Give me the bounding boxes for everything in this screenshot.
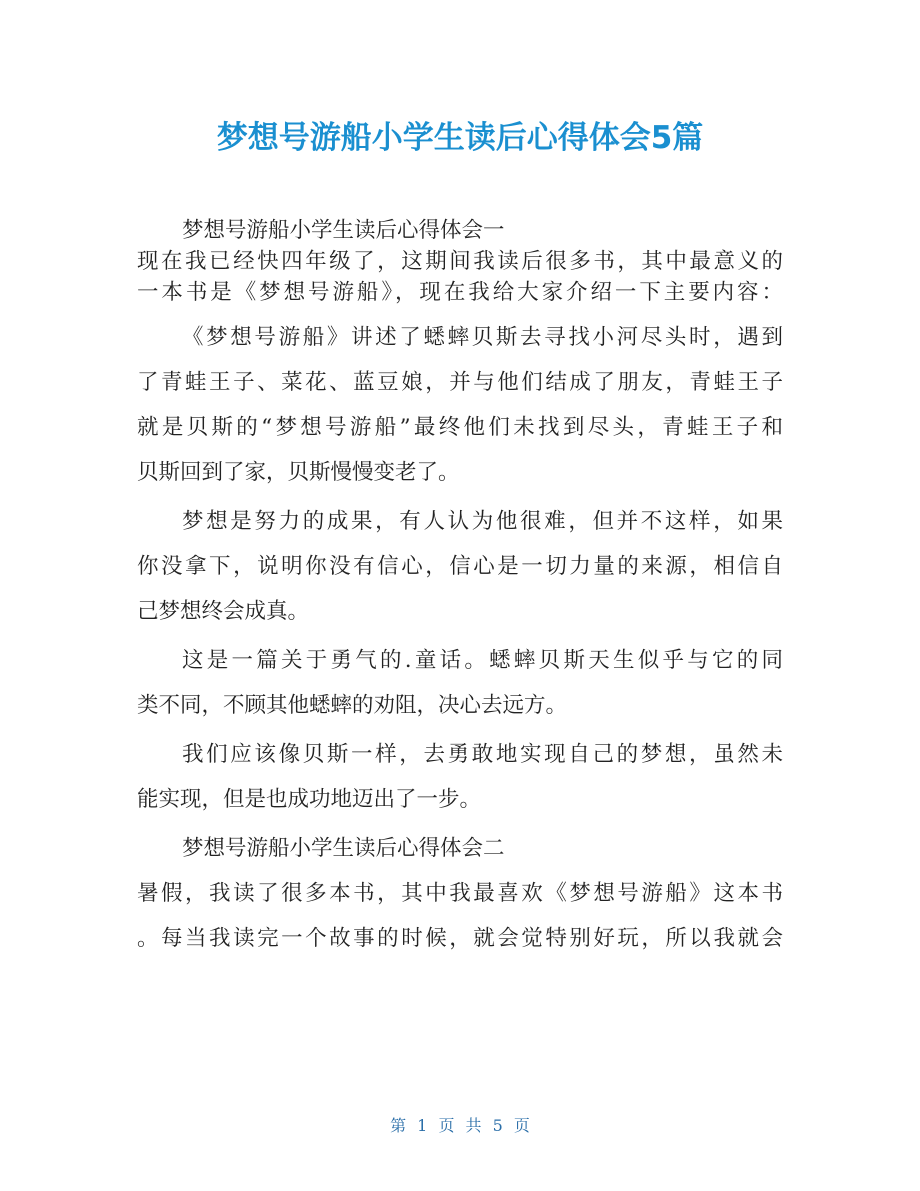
page-number-footer: 第 1 页 共 5 页: [390, 1116, 530, 1135]
paragraph-line: 类不同，不顾其他蟋蟀的劝阻，决心去远方。: [137, 693, 568, 718]
paragraph-line: 现在我已经快四年级了，这期间我读后很多书，其中最意义的: [137, 249, 783, 274]
section-heading-2: 梦想号游船小学生读后心得体会二: [182, 836, 505, 861]
paragraph-line: 暑假，我读了很多本书，其中我最喜欢《梦想号游船》这本书: [137, 881, 783, 906]
document-title: 梦想号游船小学生读后心得体会5篇: [216, 120, 704, 156]
paragraph-line: 你没拿下，说明你没有信心，信心是一切力量的来源，相信自: [137, 554, 783, 579]
paragraph-line: 。每当我读完一个故事的时候，就会觉特别好玩，所以我就会: [137, 926, 783, 951]
paragraph-line: 我们应该像贝斯一样，去勇敢地实现自己的梦想，虽然未: [182, 742, 783, 767]
document-body: [137, 215, 783, 954]
paragraph-line: 一本书是《梦想号游船》，现在我给大家介绍一下主要内容：: [137, 280, 783, 305]
paragraph-line: 了青蛙王子、菜花、蓝豆娘，并与他们结成了朋友，青蛙王子: [137, 370, 783, 395]
paragraph-line: 这是一篇关于勇气的.童话。蟋蟀贝斯天生似乎与它的同: [182, 648, 783, 673]
paragraph-line: 能实现，但是也成功地迈出了一步。: [137, 787, 482, 812]
paragraph-line: 贝斯回到了家，贝斯慢慢变老了。: [137, 460, 460, 485]
paragraph-line: 己梦想终会成真。: [137, 599, 310, 624]
section-heading-1: 梦想号游船小学生读后心得体会一: [182, 218, 505, 243]
paragraph-line: 《梦想号游船》讲述了蟋蟀贝斯去寻找小河尽头时，遇到: [182, 325, 783, 350]
paragraph-line: 就是贝斯的“梦想号游船”最终他们未找到尽头，青蛙王子和: [137, 415, 783, 440]
paragraph-line: 梦想是努力的成果，有人认为他很难，但并不这样，如果: [182, 509, 783, 534]
